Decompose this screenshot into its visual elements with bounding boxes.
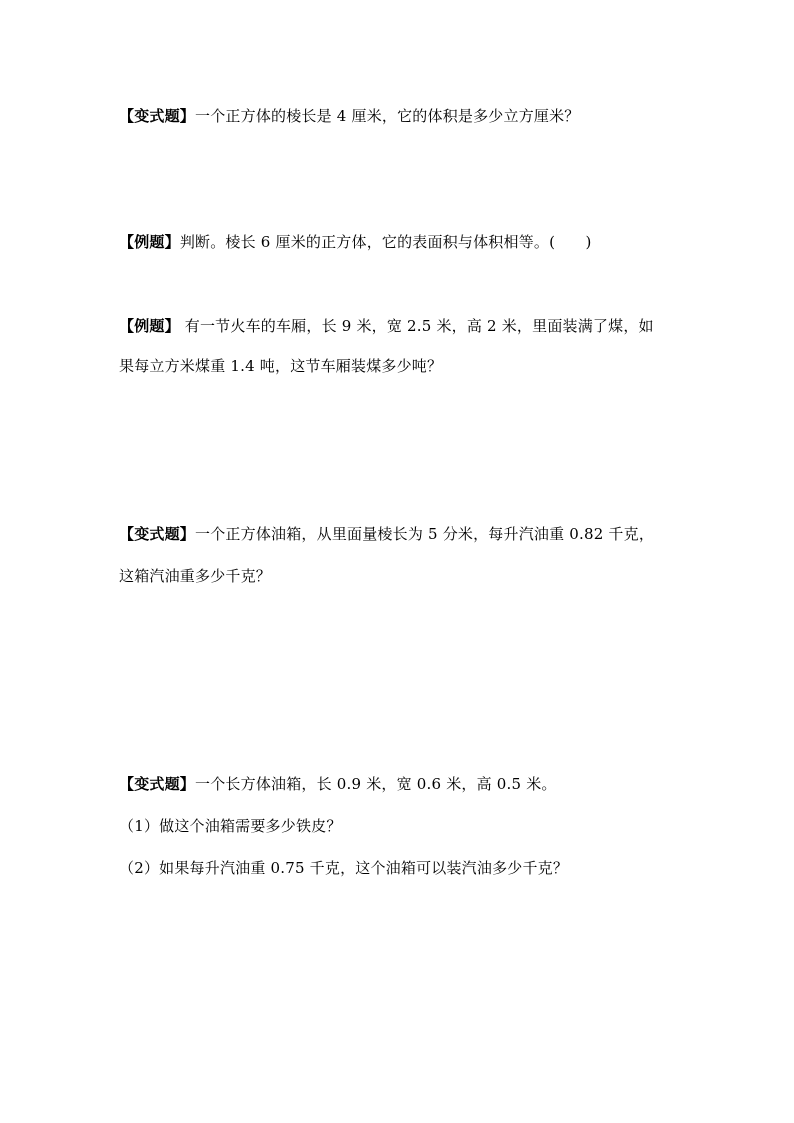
question-3-line-1 — [119, 316, 679, 336]
question-tag: 【变式题】 — [119, 775, 196, 793]
question-tag: 【例题】 — [119, 233, 180, 251]
question-5-subquestion-2 — [119, 858, 679, 878]
question-text: 有一节火车的车厢，长 9 米，宽 2.5 米，高 2 米，里面装满了煤，如 — [179, 317, 654, 335]
question-tag: 【变式题】 — [119, 107, 196, 125]
question-text: 一个正方体的棱长是 4 厘米，它的体积是多少立方厘米？ — [195, 107, 580, 125]
question-text: 判断。棱长 6 厘米的正方体，它的表面积与体积相等。( ) — [179, 233, 592, 251]
question-2-line-1 — [119, 232, 679, 252]
question-tag: 【变式题】 — [119, 525, 196, 543]
question-4-line-1 — [119, 524, 679, 544]
question-text: （2）如果每升汽油重 0.75 千克，这个油箱可以装汽油多少千克？ — [119, 859, 569, 877]
question-3-line-2 — [119, 356, 679, 376]
question-4-line-2 — [119, 566, 679, 586]
question-text: 一个长方体油箱，长 0.9 米，宽 0.6 米，高 0.5 米。 — [195, 775, 557, 793]
question-text: 果每立方米煤重 1.4 吨，这节车厢装煤多少吨？ — [119, 357, 443, 375]
question-1-line-1 — [119, 106, 679, 126]
question-tag: 【例题】 — [119, 317, 180, 335]
question-5-subquestion-1 — [119, 816, 679, 836]
question-5-line-1 — [119, 774, 679, 794]
question-text: 这箱汽油重多少千克？ — [119, 567, 272, 585]
question-text: 一个正方体油箱，从里面量棱长为 5 分米，每升汽油重 0.82 千克， — [195, 525, 655, 543]
question-text: （1）做这个油箱需要多少铁皮？ — [119, 817, 342, 835]
